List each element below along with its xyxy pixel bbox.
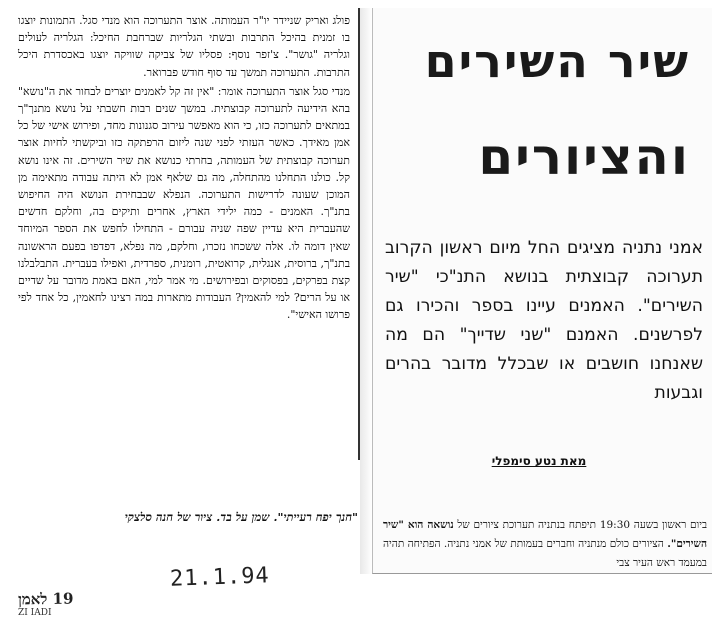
headline-line-1: שיר השירים: [424, 34, 690, 88]
fold-shadow: [360, 8, 372, 574]
right-article: [372, 8, 712, 574]
body-text-1: ביום ראשון בשעה 19:30 תיפתח בנתניה תערוכת ציורים של: [457, 519, 708, 531]
byline: מאת נטע סימפלי: [491, 454, 587, 468]
body-text-bold: נושאה הוא "שיר השירים".: [383, 519, 708, 550]
body-text-2: הציורים כולם מנתניה וחברים בעמותת של אמני נתניה. הפתיחה תהיה במעמד ראש העיר צבי: [383, 538, 707, 569]
lead-paragraph: אמני נתניה מציגים החל מיום ראשון הקרוב תערוכה קבוצתית בנושא התנ"כי "שיר השירים". האמנים עיינו בספר והכירו גם לפרשנים. האמנם "שני שדייך" הם מה שאנחנו חושבים או שבכלל מדובר בהרים וגבעות: [385, 238, 703, 403]
source-stamp: 19 לאמן: [17, 589, 74, 609]
left-article-column: [12, 8, 360, 460]
source-sub-text: ZI IADI: [18, 608, 52, 618]
image-caption: "חנך יפח רעייתי". שמן על בד. ציור של חנה סלצקי: [124, 510, 358, 524]
headline-line-2: והציורים: [478, 128, 690, 186]
left-article-paragraph-1: פולג ואריק שניידר יו"ר העמותה. אוצר התערוכה הוא מנדי סגל. התמונות יוצגו בו זמנית בהיכל התרבות ובשתי הגלריות שברחבת החיכל: הגלריה לעולים וגלריה "גושר". צ'זפר נוסף: פסליו של צביקה שוויקה יוצגו באכסדרת היכל התרבות. התערוכה תמשך עד סוף חודש פברואר.: [18, 14, 350, 79]
left-article-paragraph-2: מנדי סגל אוצר התערוכה אומר: "אין זה קל לאמנים יוצרים לבחור את ה"נושא" בהא הידיעה לתערוכה קבוצתית. במשך שנים רבות חשבתי על נושא מתנך"ך במתאים לתערוכה כזו, כי הוא מאפשר עירוב סגנונות מחד, ופירוש אישי של כל אמן מאידך. כאשר העזתי לפני שנה ליזום הרפתקה כזו וביקשתי לחיות אוצר תערוכה קבוצתית של העמותה, בחרתי כנושא את שיר השירים. זה אינו נושא קל. כולנו התחלנו מהתחלה, מה גם שלאף אמן לא היתה עבודה מתאימה מן המוכן שעונה לדרישות התערוכה. הנפלא שבבחירת הנושא היה החיפוש בתנ"ך. האמנים - כמה ילידי הארץ, אחרים ותיקים בה, וחלקם חדשים שהעברית היא עדיין שפה שניה עבורם - התחילו לחפש את הספר המיוחד שאין דומה לו. אלה ששכחו נזכרו, וחלקם, מה נפלא, דפדפו בפעם הראשונה בתנ"ך, ברוסית, אנגלית, קרואטית, רומנית, ספרדית, ואפילו בעברית. התבלבלנו קצת בפרקים, בפסוקים ובפירושים. מי אמר למי, האם באמת מדובר על שדיים או על הרים? למי להאמין? העבודות מתארות במה רצינו לחאמין, כל אחד לפי פרושו האישי".: [18, 84, 350, 322]
article-body-start: [383, 516, 707, 573]
handwritten-date: 21.1.94: [169, 563, 271, 592]
